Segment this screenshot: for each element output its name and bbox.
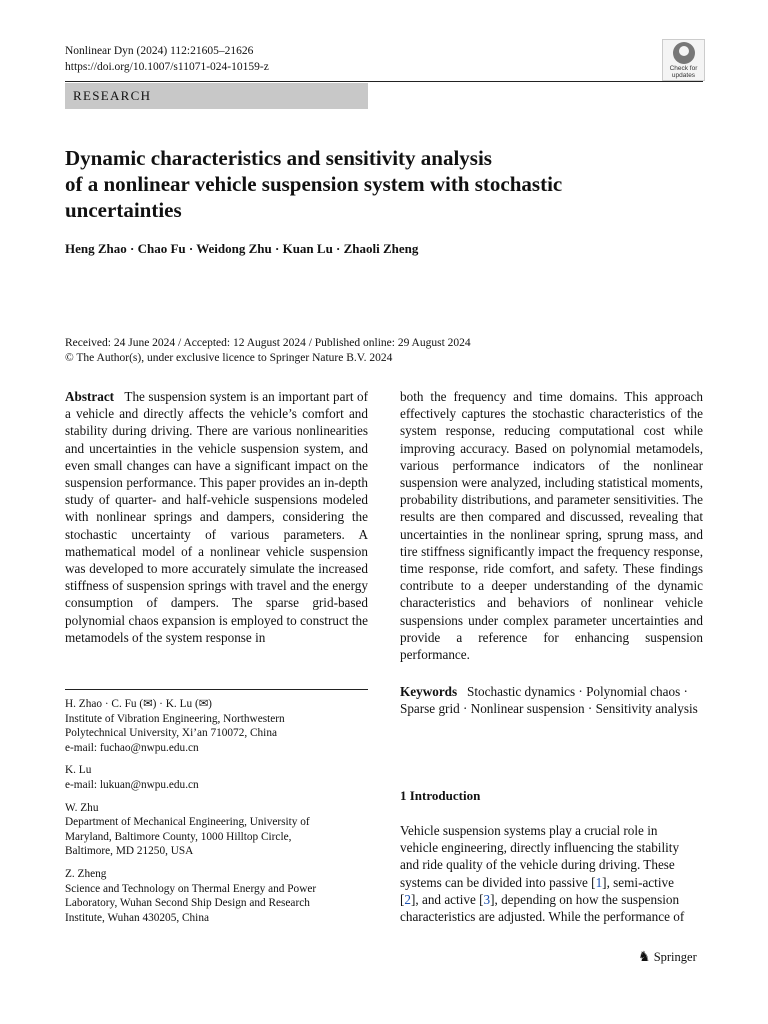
affiliation-authors: W. Zhu [65, 801, 99, 814]
title-line: Dynamic characteristics and sensitivity analysis [65, 146, 492, 170]
intro-line [400, 874, 703, 891]
affiliation-authors: Z. Zheng [65, 867, 107, 880]
abstract-left-column [65, 388, 368, 646]
check-for-updates-badge[interactable] [662, 39, 705, 81]
intro-line: vehicle engineering, directly influencing the stability [400, 840, 680, 856]
affiliation-authors: H. Zhao · C. Fu (✉) · K. Lu (✉) [65, 698, 212, 710]
intro-line: characteristics are adjusted. While the performance of [400, 909, 685, 925]
abstract-paragraph [65, 388, 368, 646]
intro-text: ], and active [ [411, 891, 484, 907]
intro-line [400, 891, 703, 908]
introduction-text [400, 822, 703, 925]
crossmark-line1: Check for [669, 65, 698, 72]
publisher-name: Springer [653, 950, 697, 964]
journal-citation [65, 43, 269, 75]
article-type-bar [65, 83, 368, 109]
header-rule [65, 81, 703, 82]
abstract-text-left: The suspension system is an important part of a vehicle and directly affects the vehicle’s comfort and stability during driving. There are various nonlinearities and uncertainties in the vehicle suspension system, and even small changes can have a significant impact on the suspension performance. This paper provides an in-depth study of quarter- and half-vehicle suspensions modeled with nonlinear springs and dampers, considering the stochastic uncertainty of various parameters. A mathematical model of a nonlinear vehicle suspension was developed to more accurately simulate the increased stiffness of suspension springs with travel and the energy consumption of dampers. The sparse grid-based polynomial chaos expansion is employed to construct the metamodels of the system response in [65, 389, 369, 645]
article-type-label: RESEARCH [73, 88, 152, 103]
affiliation-line: Institute, Wuhan 430205, China [65, 911, 209, 924]
intro-text: ], depending on how the suspension [490, 891, 680, 907]
affiliation-line: Department of Mechanical Engineering, University of [65, 816, 310, 829]
abstract-label: Abstract [65, 389, 115, 404]
doi-link[interactable]: https://doi.org/10.1007/s11071-024-10159-z [65, 61, 269, 73]
springer-horse-icon: ♞ [638, 949, 651, 965]
affiliation-block [65, 697, 368, 755]
affiliation-line: Institute of Vibration Engineering, Northwestern [65, 712, 285, 725]
affiliations [65, 697, 368, 933]
keywords-label: Keywords [400, 684, 458, 699]
keywords-text: Stochastic dynamics · Polynomial chaos · Sparse grid · Nonlinear suspension · Sensitivity analysis [400, 684, 698, 717]
citation-link-3[interactable]: 3 [483, 891, 491, 907]
affiliation-block [65, 801, 368, 859]
intro-line: Vehicle suspension systems play a crucial role in [400, 823, 658, 838]
affiliation-email[interactable]: e-mail: lukuan@nwpu.edu.cn [65, 778, 199, 791]
crossmark-line2: updates [671, 72, 696, 79]
author-list: Heng Zhao · Chao Fu · Weidong Zhu · Kuan Lu · Zhaoli Zheng [65, 241, 419, 256]
citation-link-2[interactable]: 2 [404, 891, 411, 907]
intro-text: ], semi-active [602, 874, 674, 890]
copyright-line: © The Author(s), under exclusive licence to Springer Nature B.V. 2024 [65, 352, 393, 364]
affiliation-rule [65, 689, 368, 690]
citation-link-1[interactable]: 1 [595, 874, 603, 890]
journal-line: Nonlinear Dyn (2024) 112:21605–21626 [65, 45, 254, 57]
abstract-text-right: both the frequency and time domains. This approach effectively captures the stochastic characteristics of the system response, reducing computational cost while improving accuracy. Based on polynomial metamodels, various performance indicators of the nonlinear suspension were analyzed, including statistical moments, probability distributions, and parameter sensitivities. The results are then compared and discussed, revealing that uncertainties in the nonlinear spring, sprung mass, and tire stiffness significantly impact the frequency response, time response, ride comfort, and safety. These findings contribute to a deeper understanding of the dynamic characteristics and behaviors of nonlinear vehicle suspensions under complex parameter uncertainties and provide a reference for enhancing suspension performance. [400, 389, 703, 663]
affiliation-line: Polytechnical University, Xi’an 710072, China [65, 727, 277, 740]
abstract-right-column [400, 388, 703, 663]
publication-history [65, 336, 471, 366]
affiliation-email[interactable]: e-mail: fuchao@nwpu.edu.cn [65, 741, 199, 754]
affiliation-block [65, 763, 368, 792]
affiliation-block [65, 867, 368, 925]
article-title [65, 145, 685, 223]
keywords [400, 683, 703, 717]
affiliation-line: Science and Technology on Thermal Energy and Power [65, 882, 317, 895]
intro-text: systems can be divided into passive [ [400, 874, 596, 890]
title-line: of a nonlinear vehicle suspension system with stochastic [65, 172, 563, 196]
intro-text: [ [400, 891, 405, 907]
section-heading-introduction: 1 Introduction [400, 788, 481, 803]
crossmark-icon [673, 42, 695, 64]
title-line: uncertainties [65, 198, 182, 222]
history-dates: Received: 24 June 2024 / Accepted: 12 August 2024 / Published online: 29 August 2024 [65, 337, 471, 349]
affiliation-line: Baltimore, MD 21250, USA [65, 845, 194, 858]
affiliation-line: Laboratory, Wuhan Second Ship Design and Research [65, 897, 310, 910]
affiliation-line: Maryland, Baltimore County, 1000 Hilltop Circle, [65, 830, 292, 843]
intro-line: and ride quality of the vehicle during driving. These [400, 857, 675, 873]
publisher-logo [638, 949, 697, 965]
affiliation-authors: K. Lu [65, 764, 92, 777]
